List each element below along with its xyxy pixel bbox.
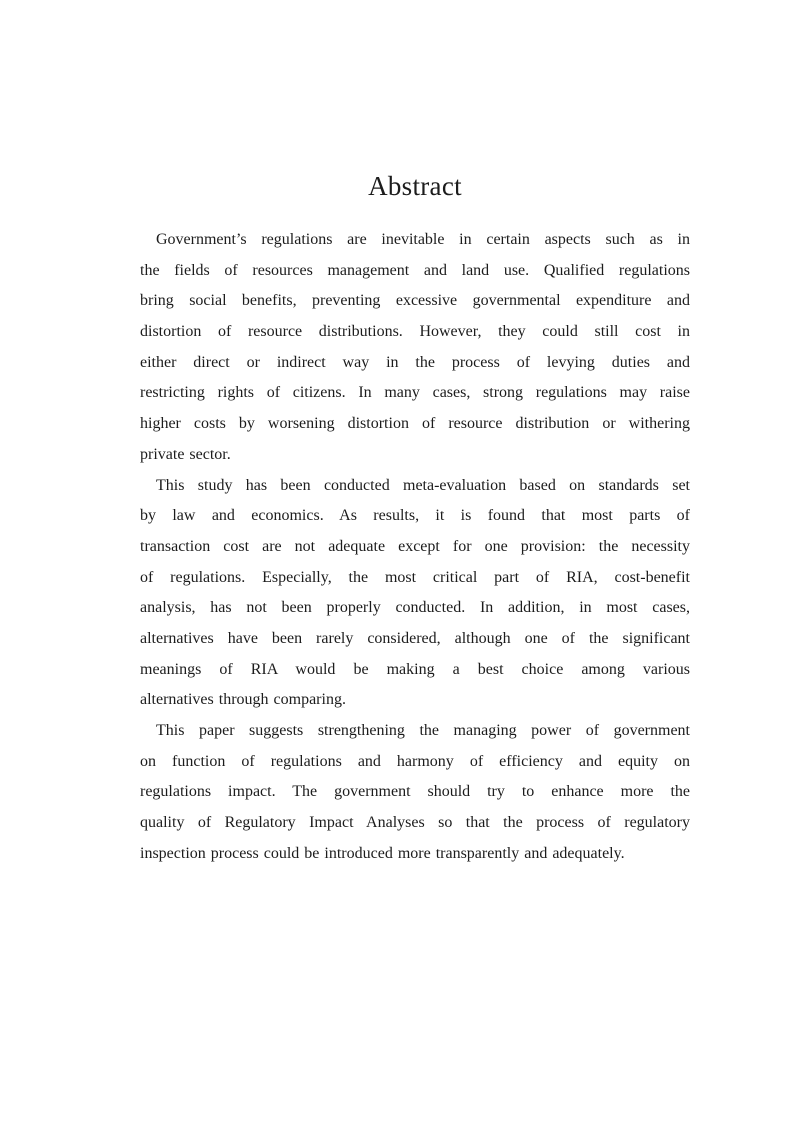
text-line: quality of Regulatory Impact Analyses so that the process of regulatory bbox=[140, 814, 690, 832]
text-line: distortion of resource distributions. However, they could still cost in bbox=[140, 323, 690, 341]
text-line: by law and economics. As results, it is found that most parts of bbox=[140, 507, 690, 525]
text-line: bring social benefits, preventing excessive governmental expenditure and bbox=[140, 292, 690, 310]
text-line: alternatives have been rarely considered, although one of the significant bbox=[140, 629, 690, 647]
text-line: regulations impact. The government should try to enhance more the bbox=[140, 783, 690, 801]
text-line: This study has been conducted meta-evaluation based on standards set bbox=[156, 476, 690, 494]
text-line: inspection process could be introduced more transparently and adequately. bbox=[140, 844, 625, 862]
text-line: of regulations. Especially, the most critical part of RIA, cost-benefit bbox=[140, 568, 690, 586]
text-line: on function of regulations and harmony of efficiency and equity on bbox=[140, 752, 690, 770]
text-line: transaction cost are not adequate except for one provision: the necessity bbox=[140, 537, 690, 555]
text-line: the fields of resources management and land use. Qualified regulations bbox=[140, 261, 690, 279]
text-line: Government’s regulations are inevitable in certain aspects such as in bbox=[156, 231, 690, 248]
text-line: private sector. bbox=[140, 445, 231, 463]
paragraph bbox=[140, 471, 690, 717]
text-line: either direct or indirect way in the process of levying duties and bbox=[140, 353, 690, 371]
text-line: analysis, has not been properly conducted. In addition, in most cases, bbox=[140, 599, 690, 617]
text-line: restricting rights of citizens. In many cases, strong regulations may raise bbox=[140, 384, 690, 402]
text-line: alternatives through comparing. bbox=[140, 691, 346, 709]
abstract-body bbox=[140, 225, 690, 869]
paragraph bbox=[140, 225, 690, 471]
paragraph bbox=[140, 716, 690, 869]
page-title: Abstract bbox=[368, 171, 462, 201]
text-line: higher costs by worsening distortion of resource distribution or withering bbox=[140, 415, 690, 433]
text-line: meanings of RIA would be making a best choice among various bbox=[140, 660, 690, 678]
text-line: This paper suggests strengthening the managing power of government bbox=[156, 722, 690, 739]
